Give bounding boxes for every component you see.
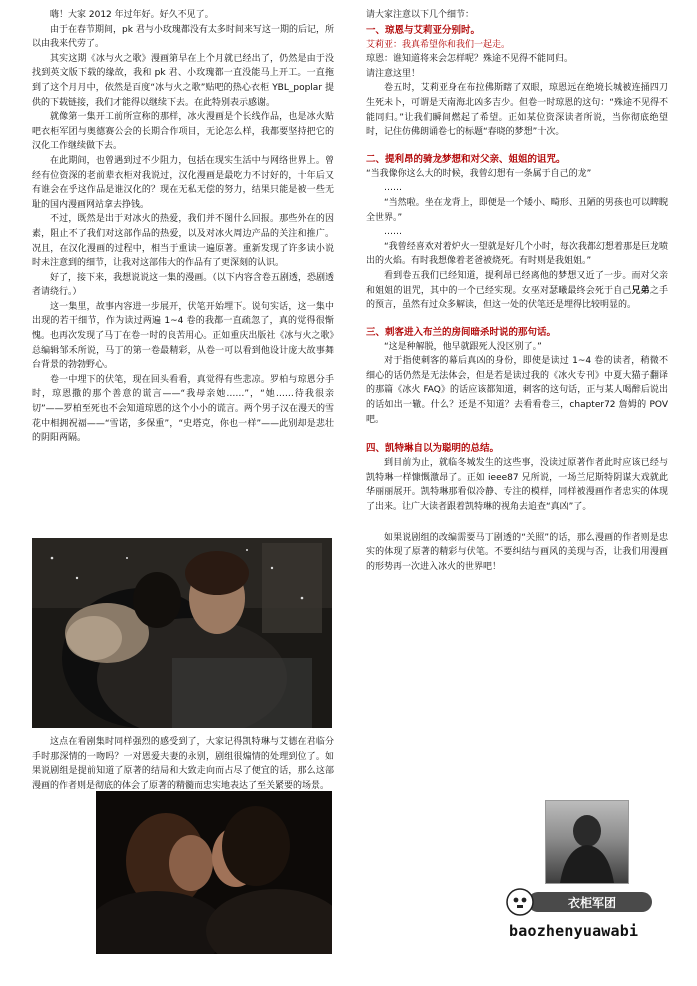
kiss-photo xyxy=(96,791,332,954)
quote-line: “当我像你这么大的时候，我曾幻想有一条属于自己的龙” xyxy=(366,168,592,179)
section-2-body xyxy=(366,269,668,313)
group-logo xyxy=(506,888,656,916)
embrace-illustration xyxy=(32,538,332,728)
kiss-illustration xyxy=(96,791,332,954)
body-paragraph: 这点在看剧集时同样强烈的感受到了，大家记得凯特琳与艾德在君临分手时那深情的一吻吗？一对恩爱夫妻的永别，剧组很煽情的处理到位了。如果说剧组是提前知道了原著的结局和大致走向而占尽了便宜的话，那么这部漫画的作者则是彻底的体会了原著的精髓而忠实地表达了至关紧要的场景。 xyxy=(32,737,334,791)
ellipsis-line: …… xyxy=(384,183,402,194)
quote-line: 艾莉亚：我真希望你和我们一起走。 xyxy=(366,39,511,50)
section-2-body-a: 看到卷五我们已经知道，提利昂已经离他的梦想又近了一步。而对父亲和姐姐的诅咒，其中的一个已经实现。女巫对瑟曦最终会死于自己 xyxy=(366,270,668,296)
quote-line: “这是种解脱，他早就跟死人没区别了。” xyxy=(384,341,542,352)
left-column-top xyxy=(32,8,334,446)
hooded-figure-icon xyxy=(546,801,628,883)
section-1-body: 卷五时，艾莉亚身在布拉佛斯瞎了双眼，琼恩远在绝境长城被连捅四刀生死未卜，可谓是天南海北凶多吉少。但卷一时琼恩的这句：“殊途不见得不能同归。”让我们瞬间燃起了希望。正如某位资深读者所说，当你彻底绝望时，记住仿佛朗诵卷七的标题“春晓的梦想”十次。 xyxy=(366,83,668,138)
right-column xyxy=(366,8,668,574)
quote-line: 琼恩：谁知道将来会怎样呢？殊途不见得不能同归。 xyxy=(366,54,574,65)
body-paragraph: 在此期间，也曾遇到过不少阻力，包括在现实生活中与网络世界上。曾经有位资深的老前辈衣柜对我说过，汉化漫画是最吃力不讨好的，十年后又有谁会在乎这作品是谁汉化的？现在无私无偿的努力，结果只能是被一些无耻的国内漫画网站拿去挣钱。 xyxy=(32,155,334,210)
body-paragraph: 不过，既然是出于对冰火的热爱，我们并不图什么回报。那些外在的因素，阻止不了我们对这部作品的热爱，以及对冰火周边产品的关注和推广。况且，在汉化漫画的过程中，相当于重读一遍原著。重新发现了许多读小说时未注意到的细节，让我对这部伟大的作品有了更深刻的认识。 xyxy=(32,214,334,269)
section-2-body-bold: 兄弟 xyxy=(631,285,650,296)
body-paragraph: 好了，接下来，我想说说这一集的漫画。（以下内容含卷五剧透，恐剧透者请绕行。） xyxy=(32,272,334,298)
logo-text: 衣柜军团 xyxy=(567,896,617,910)
body-paragraph: 由于在春节期间，pk 君与小玫瑰都没有太多时间来写这一期的后记，所以由我来代劳了。 xyxy=(32,24,334,50)
embrace-photo xyxy=(32,538,332,728)
body-paragraph: 其实这期《冰与火之歌》漫画第早在上个月就已经出了，仍然是由于没找到英文版下载的缘故，我和 pk 君、小玫瑰都一直没能马上开工。一直拖到了这个月月中，依然是百度“冰与火之歌”贴吧的热心衣柜 YBL_poplar 提供的下载链接，我们才能得以继续下去。在此特别表示感谢。 xyxy=(32,53,334,108)
quote-line: “当然啦。坐在龙背上，即便是一个矮小、畸形、丑陋的男孩也可以睥睨全世界。” xyxy=(366,197,668,223)
body-paragraph: 这一集里，故事内容进一步展开，伏笔开始埋下。说句实话，这一集中出现的若干细节，作为读过两遍 1~4 卷的我都一直疏忽了，真的觉得很惭愧。也再次发现了马丁在卷一时的良苦用心。正如重庆出版社《冰与火之歌》总编辑邹禾所说，马丁的第一卷最精彩，从卷一可以看到他设计庞大故事舞台背景的勃勃野心。 xyxy=(32,301,334,371)
greeting-paragraph: 嗨！大家 2012 年过年好。好久不见了。 xyxy=(50,10,214,20)
section-2-body-b: 之手的预言，虽然有过众多解读，但这一处的伏笔还是埋得比较明显的。 xyxy=(366,285,668,311)
section-4-body: 到目前为止，就临冬城发生的这些事，没读过原著作者此时应该已经与凯特琳一样慷慨激昂了。正如 ieee87 兄所说，一场兰尼斯特阴谋大戏就此华丽丽展开。凯特琳那看似冷静、专注的模样，同样被漫画作者忠实的体现了出来。让广大读者跟着凯特琳的视角去追查“真凶”了。 xyxy=(366,458,668,513)
details-intro: 请大家注意以下几个细节： xyxy=(366,10,475,20)
body-paragraph: 就像第一集开工前所宣称的那样，冰火漫画是个长线作品，也是冰火贴吧衣柜军团与奥德赛公会的长期合作项目，无论怎么样，我都要坚持把它的汉化工作继续做下去。 xyxy=(32,112,334,152)
skull-badge-icon xyxy=(506,888,656,916)
ellipsis-line: …… xyxy=(384,227,402,238)
section-3-body: 对于指使刺客的幕后真凶的身份，即使是读过 1~4 卷的读者，稍微不细心的话仍然是无法体会，但是若是读过我的《冰火专刊》中夏大猫子翻译的那篇《冰火 FAQ》的话应该都知道，刺客的这句话，正与某人喝醉后说出的话如出一辙。什么？还是不知道？去看看卷三，chapter72 詹姆的 POV 吧。 xyxy=(366,356,668,425)
section-2-heading: 二、提利昂的骑龙梦想和对父亲、姐姐的诅咒。 xyxy=(366,153,566,165)
quote-line: “我曾经喜欢对着炉火一望就是好几个小时，每次我都幻想着那是巨龙喷出的火焰。有时我想像着老爸被烧死。有时则是我姐姐。” xyxy=(366,241,668,267)
avatar xyxy=(545,800,629,884)
body-paragraph: 卷一中埋下的伏笔，现在回头看看，真觉得有些悲凉。罗柏与琼恩分手时，琼恩撒的那个善意的谎言——“我母亲她……”，“她……待我很亲切”——罗柏至死也不会知道琼恩的这个小小的谎言。两个男子汉在漫天的雪花中相拥祝福——“雪诺，多保重”，“史塔克，你也一样”——此别却是悲壮的阴阳两隔。 xyxy=(32,374,334,444)
watermark: baozhenyuawabi xyxy=(509,922,639,940)
section-3-heading: 三、刺客进入布兰的房间暗杀时说的那句话。 xyxy=(366,326,557,338)
section-1-heading: 一、琼恩与艾莉亚分别时。 xyxy=(366,24,481,36)
section-4-heading: 四、凯特琳自以为聪明的总结。 xyxy=(366,443,500,455)
quote-line: 请注意这里！ xyxy=(366,68,421,79)
left-column-bottom xyxy=(32,735,334,793)
closing-paragraph: 如果说剧组的改编需要马丁剧透的“关照”的话，那么漫画的作者则是忠实的体现了原著的精彩与伏笔。不要纠结与画风的美现与否，让我们用漫画的形势再一次进入冰火的世界吧！ xyxy=(366,532,668,572)
